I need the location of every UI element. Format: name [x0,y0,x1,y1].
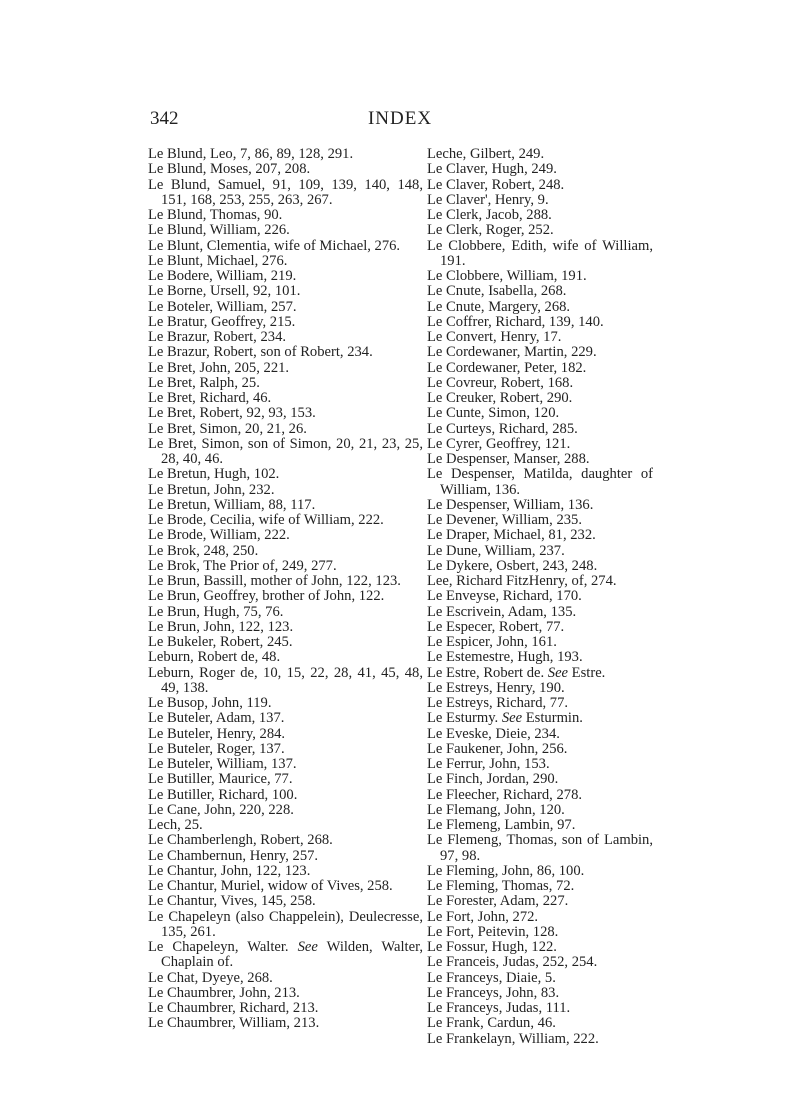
index-entry: Le Buteler, Henry, 284. [148,725,286,742]
index-entry: Leche, Gilbert, 249. [427,146,545,162]
index-entry: Le Cnute, Margery, 268. [427,298,571,315]
index-entry: Le Curteys, Richard, 285. [427,420,578,437]
index-entry: Le Butiller, Richard, 100. [148,786,298,803]
index-entry: Le Frankelayn, William, 222. [427,1030,599,1047]
index-entry: Le Fleming, John, 86, 100. [427,862,585,879]
index-entry: Le Butiller, Maurice, 77. [148,771,293,788]
index-entry: Le Brok, 248, 250. [148,542,259,559]
index-entry: Le Bukeler, Robert, 245. [148,634,293,650]
index-entry: Le Bret, Ralph, 25. [148,374,260,391]
index-entry: Le Clerk, Roger, 252. [427,222,554,239]
index-entry: Le Fort, Peitevin, 128. [427,923,559,940]
index-entry: Le Cunte, Simon, 120. [427,405,560,422]
index-entry: Le Cordewaner, Peter, 182. [427,359,587,376]
index-entry: Le Faukener, John, 256. [427,740,568,757]
index-entry: Le Bretun, Hugh, 102. [148,466,280,483]
index-entry: Lech, 25. [148,817,203,833]
index-entry: Le Brun, Hugh, 75, 76. [148,603,284,620]
index-entry: Le Dykere, Osbert, 243, 248. [427,557,598,574]
index-entry: Le Brun, John, 122, 123. [148,618,294,635]
index-entry: Le Brode, Cecilia, wife of William, 222. [148,512,384,528]
index-entry: Le Chambernun, Henry, 257. [148,847,319,864]
index-entry: Le Blunt, Clementia, wife of Michael, 276. [148,237,401,254]
index-entry: Le Chapeleyn, Walter. See Wilden, Walter, Chaplain of. [148,939,423,971]
index-entry: Le Busop, John, 119. [148,695,272,711]
index-entry: Le Chapeleyn (also Chappelein), Deulecresse, 135, 261. [148,908,423,940]
index-entry: Le Fleming, Thomas, 72. [427,878,575,894]
index-entry: Le Buteler, Adam, 137. [148,710,285,727]
index-entry: Le Cane, John, 220, 228. [148,801,294,818]
index-entry: Le Despenser, Matilda, daughter of William, 136. [427,466,653,498]
index-entry: Le Cyrer, Geoffrey, 121. [427,435,571,452]
index-entry: Le Bret, Simon, son of Simon, 20, 21, 23, 25, 28, 40, 46. [148,435,423,467]
index-entry: Le Claver, Hugh, 249. [427,161,557,178]
index-entry: Le Chantur, Muriel, widow of Vives, 258. [148,878,393,894]
index-column-right [427,147,653,1047]
page-number: 342 [150,108,179,129]
index-entry: Le Eveske, Dieie, 234. [427,725,560,742]
index-entry: Le Bret, John, 205, 221. [148,359,290,376]
index-entry: Le Forester, Adam, 227. [427,893,569,910]
index-entry: Le Blunt, Michael, 276. [148,252,288,269]
index-entry: Le Flemeng, Thomas, son of Lambin, 97, 98. [427,832,653,864]
index-entry: Le Flemang, John, 120. [427,801,565,818]
index-entry: Le Bretun, John, 232. [148,481,275,498]
index-entry: Le Devener, William, 235. [427,512,582,528]
index-entry: Lee, Richard FitzHenry, of, 274. [427,573,617,589]
index-entry: Le Chaumbrer, John, 213. [148,984,300,1001]
index-entry: Le Estemestre, Hugh, 193. [427,649,583,666]
index-entry: Leburn, Robert de, 48. [148,649,281,666]
index-entry: Le Creuker, Robert, 290. [427,390,573,406]
index-entry: Le Blund, Leo, 7, 86, 89, 128, 291. [148,146,354,162]
index-entry: Le Escrivein, Adam, 135. [427,603,577,620]
index-entry: Le Estreys, Henry, 190. [427,679,565,696]
index-entry: Le Franceys, John, 83. [427,984,560,1001]
index-entry: Le Bretun, William, 88, 117. [148,496,316,513]
index-entry: Le Estreys, Richard, 77. [427,695,569,711]
index-entry: Le Brode, William, 222. [148,527,290,544]
index-entry: Le Convert, Henry, 17. [427,329,562,345]
index-entry: Le Chaumbrer, William, 213. [148,1015,320,1032]
index-entry: Le Franceys, Diaie, 5. [427,969,556,986]
index-entry: Le Ferrur, John, 153. [427,756,550,772]
index-entry: Le Blund, Moses, 207, 208. [148,161,311,178]
index-entry: Le Boteler, William, 257. [148,298,297,315]
index-entry: Le Franceis, Judas, 252, 254. [427,954,598,971]
index-entry: Le Bret, Simon, 20, 21, 26. [148,420,307,437]
index-entry: Le Cnute, Isabella, 268. [427,283,567,300]
index-entry: Le Claver', Henry, 9. [427,191,549,208]
index-entry: Le Brun, Geoffrey, brother of John, 122. [148,588,385,605]
index-entry: Le Claver, Robert, 248. [427,176,565,193]
index-entry: Le Cordewaner, Martin, 229. [427,344,597,361]
index-entry: Le Chamberlengh, Robert, 268. [148,832,333,849]
index-entry: Le Fort, John, 272. [427,908,539,925]
index-entry: Le Finch, Jordan, 290. [427,771,559,788]
index-entry: Le Fleecher, Richard, 278. [427,786,583,803]
index-entry: Le Fossur, Hugh, 122. [427,939,557,955]
index-entry: Le Esturmy. See Esturmin. [427,710,583,727]
index-entry: Le Draper, Michael, 81, 232. [427,527,596,544]
index-entry: Le Buteler, William, 137. [148,756,297,772]
index-entry: Le Despenser, William, 136. [427,496,594,513]
index-entry: Le Bodere, William, 219. [148,268,297,284]
index-entry: Le Chantur, John, 122, 123. [148,862,311,879]
index-entry: Le Dune, William, 237. [427,542,565,559]
index-column-left [148,147,423,1032]
page-header [0,108,800,132]
index-entry: Le Brok, The Prior of, 249, 277. [148,557,337,574]
index-entry: Le Covreur, Robert, 168. [427,374,574,391]
index-entry: Le Clobbere, Edith, wife of William, 191. [427,237,653,269]
index-entry: Le Blund, William, 226. [148,222,290,239]
index-entry: Le Buteler, Roger, 137. [148,740,285,757]
index-entry: Leburn, Roger de, 10, 15, 22, 28, 41, 45, 48, 49, 138. [148,664,423,696]
index-entry: Le Chat, Dyeye, 268. [148,969,273,986]
index-entry: Le Flemeng, Lambin, 97. [427,817,576,833]
running-head-title: INDEX [367,108,433,129]
index-entry: Le Estre, Robert de. See Estre. [427,664,606,681]
index-entry: Le Chantur, Vives, 145, 258. [148,893,316,910]
index-entry: Le Blund, Samuel, 91, 109, 139, 140, 148, 151, 168, 253, 255, 263, 267. [148,176,423,208]
index-entry: Le Brun, Bassill, mother of John, 122, 123. [148,573,401,589]
index-entry: Le Bret, Robert, 92, 93, 153. [148,405,316,422]
index-entry: Le Espicer, John, 161. [427,634,557,650]
index-entry: Le Clobbere, William, 191. [427,268,587,284]
index-entry: Le Borne, Ursell, 92, 101. [148,283,301,300]
index-entry: Le Enveyse, Richard, 170. [427,588,582,605]
index-entry: Le Coffrer, Richard, 139, 140. [427,313,604,330]
index-entry: Le Clerk, Jacob, 288. [427,207,552,223]
index-entry: Le Brazur, Robert, son of Robert, 234. [148,344,373,361]
index-entry: Le Bret, Richard, 46. [148,390,272,406]
index-entry: Le Brazur, Robert, 234. [148,329,287,345]
index-entry: Le Chaumbrer, Richard, 213. [148,1000,319,1016]
index-entry: Le Franceys, Judas, 111. [427,1000,571,1016]
index-entry: Le Despenser, Manser, 288. [427,451,590,467]
index-entry: Le Frank, Cardun, 46. [427,1015,556,1032]
index-entry: Le Blund, Thomas, 90. [148,207,283,223]
index-entry: Le Bratur, Geoffrey, 215. [148,313,296,330]
index-entry: Le Especer, Robert, 77. [427,618,565,635]
